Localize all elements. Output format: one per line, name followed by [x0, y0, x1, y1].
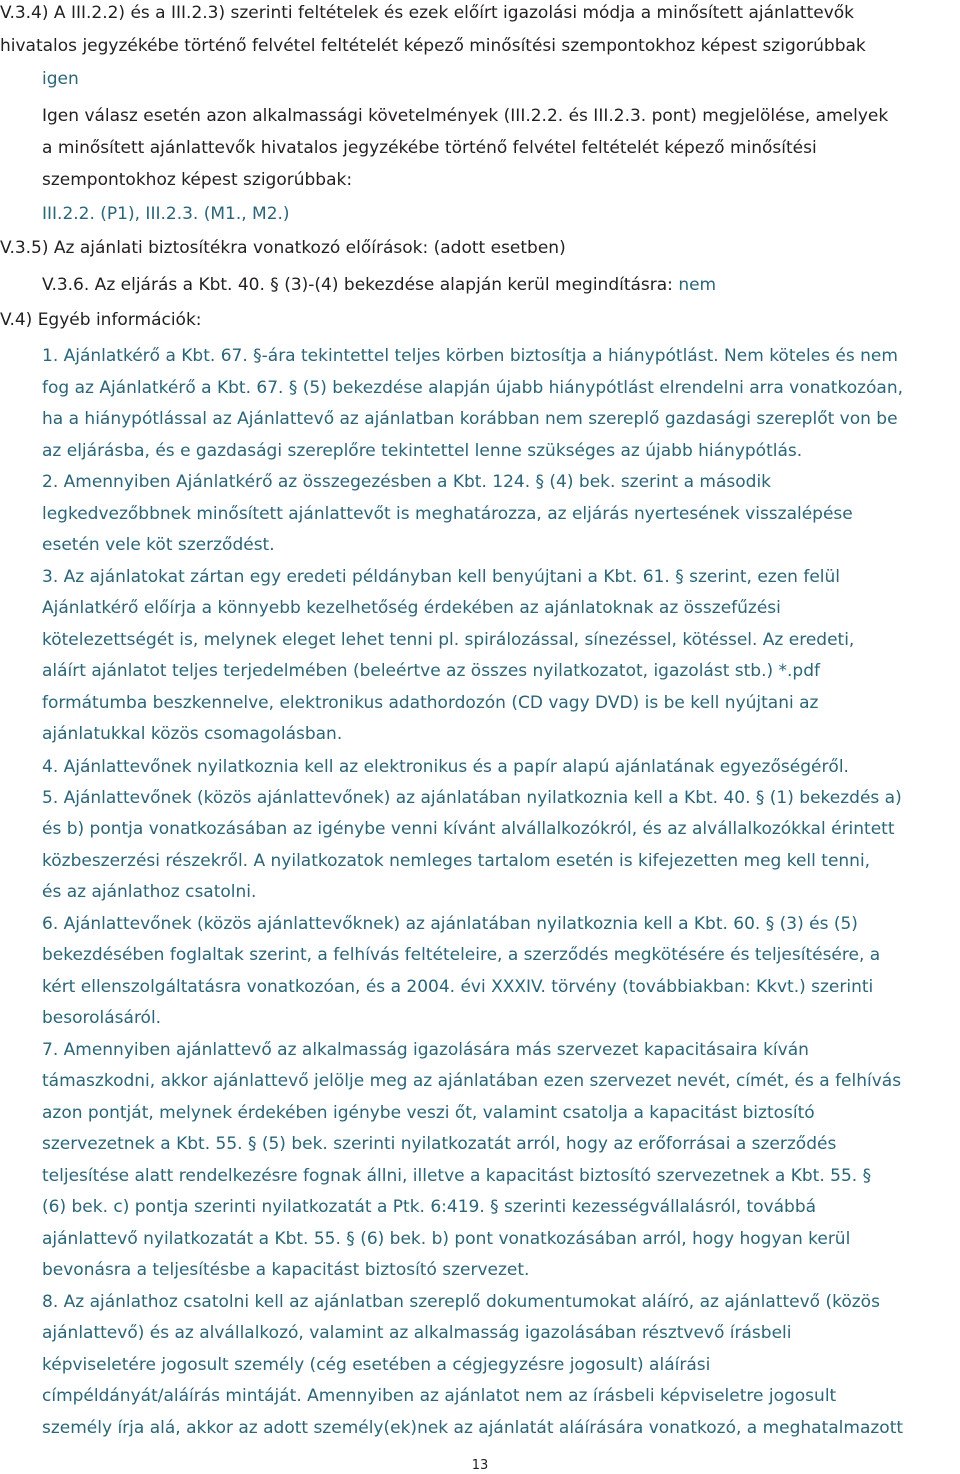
body-line: formátumba beszkennelve, elektronikus adathordozón (CD vagy DVD) is be kell nyújtani az [42, 693, 819, 713]
section-v35-heading: V.3.5) Az ajánlati biztosítékra vonatkozó előírások: (adott esetben) [0, 238, 566, 258]
body-line: címpéldányát/aláírás mintáját. Amennyiben az ajánlatot nem az írásbeli képviseletre jogosult [42, 1386, 837, 1406]
section-v34-line2: hivatalos jegyzékébe történő felvétel feltételét képező minősítési szempontokhoz képest szigorúbbak [0, 36, 866, 56]
body-line: az eljárásba, és e gazdasági szereplőre tekintettel lenne szükséges az újabb hiánypótlás. [42, 441, 803, 461]
body-line: kért ellenszolgáltatásra vonatkozóan, és a 2004. évi XXXIV. törvény (továbbiakban: Kkvt.) szerinti [42, 977, 874, 997]
body-line: 6. Ajánlattevőnek (közös ajánlattevőknek) az ajánlatában nyilatkoznia kell a Kbt. 60. § (3) és (5) [42, 914, 858, 934]
body-line: ajánlattevő nyilatkozatát a Kbt. 55. § (6) bek. b) pont vonatkozásában arról, hogy hogyan kerül [42, 1229, 851, 1249]
body-line: és b) pontja vonatkozásában az igénybe venni kívánt alvállalkozókról, és az alvállalkozókkal érintett [42, 819, 895, 839]
body-line: 3. Az ajánlatokat zártan egy eredeti példányban kell benyújtani a Kbt. 61. § szerint, ezen felül [42, 567, 841, 587]
body-line: legkedvezőbbnek minősített ajánlattevőt is meghatározza, az eljárás nyertesének visszalépése [42, 504, 853, 524]
section-v34-sub-line3: szempontokhoz képest szigorúbbak: [42, 170, 353, 190]
section-v34-sub-line2: a minősített ajánlattevők hivatalos jegyzékébe történő felvétel feltételét képező minősítési [42, 138, 817, 158]
body-line: ajánlatukkal közös csomagolásban. [42, 724, 343, 744]
body-line: esetén vele köt szerződést. [42, 535, 275, 555]
page-number: 13 [471, 1458, 489, 1473]
body-line: bevonásra a teljesítésbe a kapacitást biztosító szervezet. [42, 1260, 530, 1280]
body-line: bekezdésében foglaltak szerint, a felhívás feltételeire, a szerződés megkötésére és teljesítésére, a [42, 945, 881, 965]
body-line: fog az Ajánlatkérő a Kbt. 67. § (5) bekezdése alapján újabb hiánypótlást elrendelni arra vonatkozóan, [42, 378, 904, 398]
body-line: ha a hiánypótlással az Ajánlattevő az ajánlatban korábban nem szereplő gazdasági szereplőt von be [42, 409, 898, 429]
body-line: szervezetnek a Kbt. 55. § (5) bek. szerinti nyilatkozatát arról, hogy az erőforrásai a szerződés [42, 1134, 837, 1154]
body-line: 7. Amennyiben ajánlattevő az alkalmasság igazolására más szervezet kapacitásaira kíván [42, 1040, 809, 1060]
section-v34-sub-value: III.2.2. (P1), III.2.3. (M1., M2.) [42, 204, 290, 224]
section-v36-row [42, 274, 716, 296]
body-line: kötelezettségét is, melynek eleget lehet tenni pl. spirálozással, sínezéssel, kötéssel. Az eredeti, [42, 630, 855, 650]
section-v34-sub-line1: Igen válasz esetén azon alkalmassági követelmények (III.2.2. és III.2.3. pont) megjelölése, amelyek [42, 106, 889, 126]
body-line: és az ajánlathoz csatolni. [42, 882, 257, 902]
body-line: 8. Az ajánlathoz csatolni kell az ajánlatban szereplő dokumentumokat aláíró, az ajánlattevő (közös [42, 1292, 880, 1312]
body-line: teljesítése alatt rendelkezésre fognak állni, illetve a kapacitást biztosító szervezetnek a Kbt. 55. § [42, 1166, 872, 1186]
section-v34-answer: igen [42, 69, 79, 89]
body-line: aláírt ajánlatot teljes terjedelmében (beleértve az összes nyilatkozatot, igazolást stb.) *.pdf [42, 661, 820, 681]
body-line: (6) bek. c) pontja szerinti nyilatkozatát a Ptk. 6:419. § szerinti kezességvállalásról, továbbá [42, 1197, 817, 1217]
body-line: személy írja alá, akkor az adott személy(ek)nek az ajánlatát aláírására vonatkozó, a meghatalmazott [42, 1418, 904, 1438]
body-line: képviseletére jogosult személy (cég esetében a cégjegyzésre jogosult) aláírási [42, 1355, 711, 1375]
section-v36-value: nem [678, 275, 717, 295]
body-line: 5. Ajánlattevőnek (közös ajánlattevőnek) az ajánlatában nyilatkoznia kell a Kbt. 40. § (1) bekezdés a) [42, 788, 902, 808]
section-v34-line1: V.3.4) A III.2.2) és a III.2.3) szerinti feltételek és ezek előírt igazolási módja a minősített ajánlattevők [0, 3, 855, 23]
body-line: támaszkodni, akkor ajánlattevő jelölje meg az ajánlatában ezen szervezet nevét, címét, és a felhívás [42, 1071, 902, 1091]
section-v4-heading: V.4) Egyéb információk: [0, 310, 202, 330]
body-line: 2. Amennyiben Ajánlatkérő az összegezésben a Kbt. 124. § (4) bek. szerint a második [42, 472, 772, 492]
body-line: közbeszerzési részekről. A nyilatkozatok nemleges tartalom esetén is kifejezetten meg kell tenni, [42, 851, 871, 871]
body-line: Ajánlatkérő előírja a könnyebb kezelhetőség érdekében az ajánlatoknak az összefűzési [42, 598, 781, 618]
section-v36-label: V.3.6. Az eljárás a Kbt. 40. § (3)-(4) bekezdése alapján kerül megindításra: [42, 275, 673, 295]
body-line: 1. Ajánlatkérő a Kbt. 67. §-ára tekintettel teljes körben biztosítja a hiánypótlást. Nem köteles és nem [42, 346, 898, 366]
body-line: ajánlattevő) és az alvállalkozó, valamint az alkalmasság igazolásában résztvevő írásbeli [42, 1323, 792, 1343]
body-line: azon pontját, melynek érdekében igénybe veszi őt, valamint csatolja a kapacitást biztosító [42, 1103, 815, 1123]
body-line: besorolásáról. [42, 1008, 162, 1028]
body-line: 4. Ajánlattevőnek nyilatkoznia kell az elektronikus és a papír alapú ajánlatának egyezőségéről. [42, 757, 849, 777]
